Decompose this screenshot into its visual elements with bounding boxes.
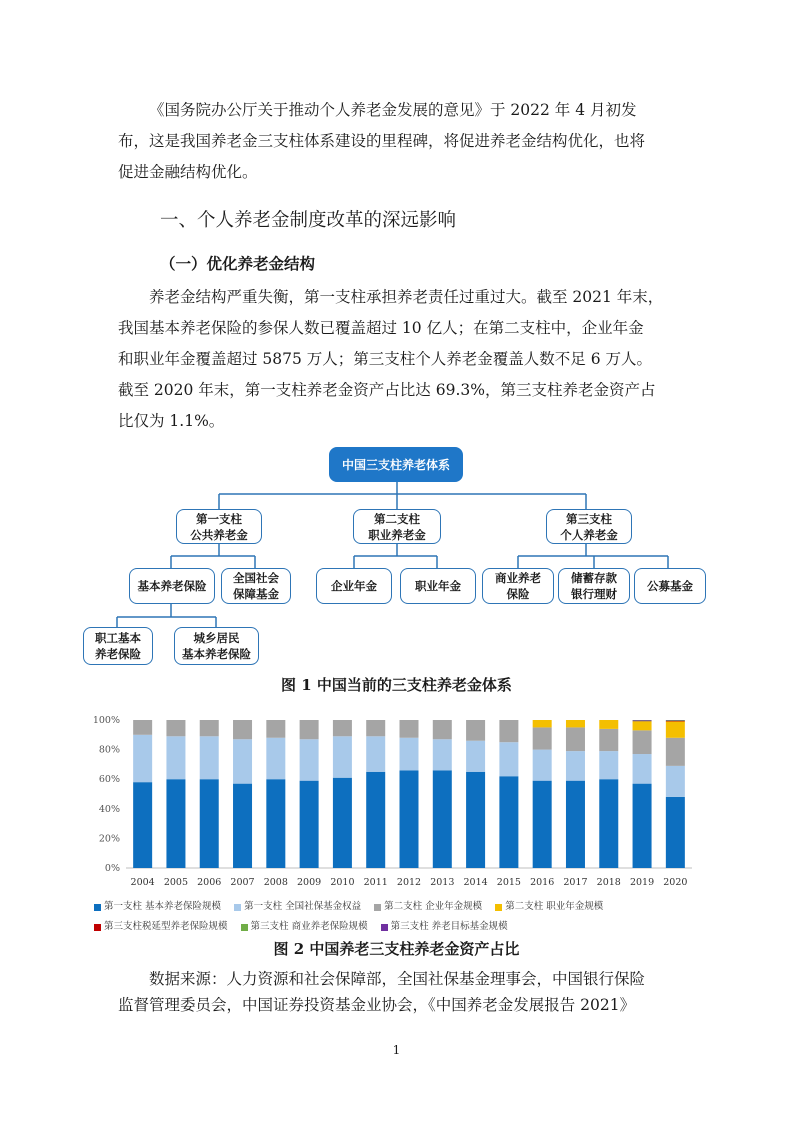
- bar-segment: [633, 784, 652, 868]
- bar-segment: [599, 779, 618, 868]
- org-pillar2-sublabel: 职业养老金: [368, 527, 426, 542]
- legend-swatch: [495, 904, 502, 911]
- bar-segment: [566, 751, 585, 781]
- org-rural-pension-sublabel: 基本养老保险: [182, 647, 251, 661]
- x-tick-label: 2004: [130, 877, 155, 888]
- x-tick-label: 2005: [163, 877, 189, 888]
- org-pillar1-label: 第一支柱: [196, 511, 242, 526]
- org-commercial-insurance-sublabel: 保险: [506, 587, 530, 601]
- org-occupational-annuity-node: [400, 568, 476, 604]
- figure1-caption: 图 1 中国当前的三支柱养老金体系: [281, 676, 512, 694]
- org-pillar3-node: [546, 509, 632, 544]
- org-rural-pension-node: [174, 627, 259, 665]
- org-pillar1-node: [176, 509, 262, 544]
- bar-segment: [366, 772, 385, 868]
- body-line: 养老金结构严重失衡，第一支柱承担养老责任过重过大。截至 2021 年末，: [149, 288, 664, 306]
- source-line: 数据来源：人力资源和社会保障部，全国社保基金理事会，中国银行保险: [149, 970, 646, 988]
- body-line: 比仅为 1.1%。: [118, 412, 225, 430]
- subsection-heading: （一）优化养老金结构: [160, 254, 316, 273]
- x-tick-label: 2016: [530, 877, 555, 888]
- x-tick-label: 2015: [496, 877, 521, 888]
- intro-line: 促进金融结构优化。: [118, 163, 258, 181]
- legend-item: [234, 897, 361, 917]
- x-tick-label: 2018: [596, 877, 621, 888]
- bar-segment: [133, 735, 152, 782]
- legend-label: 第二支柱 企业年金规模: [384, 901, 483, 912]
- legend-item: [381, 917, 508, 937]
- bar-segment: [366, 736, 385, 772]
- bar-segment: [466, 720, 485, 741]
- data-source-note: [118, 966, 678, 1018]
- x-tick-label: 2011: [363, 877, 388, 888]
- bar-segment: [433, 720, 452, 739]
- legend-item: [374, 897, 482, 917]
- bar-segment: [633, 754, 652, 784]
- org-pillar3-label: 第三支柱: [566, 511, 612, 526]
- bar-segment: [499, 776, 518, 868]
- bar-segment: [300, 720, 319, 739]
- bar-segment: [499, 720, 518, 742]
- bar-segment: [200, 779, 219, 868]
- x-tick-label: 2007: [230, 877, 255, 888]
- org-pillar2-label: 第二支柱: [374, 511, 420, 526]
- bar-segment: [366, 720, 385, 736]
- bar-segment: [166, 736, 185, 779]
- bar-segment: [133, 720, 152, 735]
- bar-segment: [333, 736, 352, 777]
- legend-swatch: [381, 924, 388, 931]
- bar-segment: [499, 742, 518, 776]
- legend-label: 第三支柱 商业养老保险规模: [250, 921, 368, 932]
- bar-segment: [666, 797, 685, 868]
- legend-swatch: [374, 904, 381, 911]
- legend-swatch: [241, 924, 248, 931]
- org-savings-sublabel: 银行理财: [571, 587, 617, 601]
- bar-segment: [400, 770, 419, 868]
- org-employee-pension-sublabel: 养老保险: [95, 647, 141, 661]
- bar-segment: [166, 720, 185, 736]
- legend-label: 第一支柱 全国社保基金权益: [244, 901, 362, 912]
- org-social-fund-node: [221, 568, 291, 604]
- x-tick-label: 2009: [297, 877, 322, 888]
- y-tick-label: 60%: [98, 774, 120, 786]
- bar-segment: [633, 720, 652, 721]
- org-savings-node: [558, 568, 630, 604]
- asset-share-chart: [0, 700, 793, 895]
- bar-segment: [400, 720, 419, 738]
- source-line: 监督管理委员会，中国证券投资基金业协会，《中国养老金发展报告 2021》: [118, 996, 636, 1014]
- bar-segment: [233, 784, 252, 868]
- org-employee-pension-node: [83, 627, 153, 665]
- bar-segment: [166, 779, 185, 868]
- bar-segment: [266, 720, 285, 738]
- x-tick-label: 2008: [263, 877, 288, 888]
- body-line: 我国基本养老保险的参保人数已覆盖超过 10 亿人；在第二支柱中，企业年金: [118, 319, 644, 337]
- x-tick-label: 2017: [563, 877, 588, 888]
- legend-label: 第三支柱税延型养老保险规模: [104, 921, 228, 932]
- bar-segment: [599, 751, 618, 779]
- legend-label: 第二支柱 职业年金规模: [505, 901, 604, 912]
- org-social-fund-label: 全国社会: [233, 571, 279, 585]
- bar-segment: [633, 721, 652, 730]
- y-tick-label: 100%: [92, 715, 120, 726]
- org-social-fund-sublabel: 保障基金: [233, 587, 279, 601]
- x-tick-label: 2019: [629, 877, 655, 888]
- intro-line: 布，这是我国养老金三支柱体系建设的里程碑，将促进养老金结构优化，也将: [118, 132, 646, 150]
- bar-segment: [333, 778, 352, 868]
- bar-segment: [566, 781, 585, 868]
- legend-swatch: [94, 904, 101, 911]
- x-tick-label: 2012: [396, 877, 422, 888]
- org-root-node: [329, 447, 463, 482]
- x-tick-label: 2006: [197, 877, 222, 888]
- x-tick-label: 2013: [430, 877, 455, 888]
- bar-segment: [666, 738, 685, 766]
- org-pillar1-sublabel: 公共养老金: [190, 527, 248, 542]
- org-mutual-funds-label: 公募基金: [647, 579, 693, 593]
- bar-segment: [466, 772, 485, 868]
- figure2-caption: 图 2 中国养老三支柱养老金资产占比: [273, 940, 520, 958]
- legend-label: 第一支柱 基本养老保险规模: [104, 901, 222, 912]
- org-rural-pension-label: 城乡居民: [193, 631, 240, 645]
- bar-segment: [300, 739, 319, 780]
- legend-item: [94, 897, 221, 917]
- bar-segment: [533, 781, 552, 868]
- bar-segment: [433, 739, 452, 770]
- bar-segment: [533, 727, 552, 749]
- y-tick-label: 80%: [98, 744, 120, 756]
- bar-segment: [633, 730, 652, 754]
- bar-segment: [533, 720, 552, 727]
- org-occupational-annuity-label: 职业年金: [415, 579, 461, 593]
- org-enterprise-annuity-node: [316, 568, 392, 604]
- bar-segment: [466, 741, 485, 772]
- org-commercial-insurance-label: 商业养老: [495, 571, 541, 585]
- bar-segment: [233, 720, 252, 739]
- bar-segment: [133, 782, 152, 868]
- y-tick-label: 40%: [98, 803, 120, 815]
- legend-item: [241, 917, 368, 937]
- org-enterprise-annuity-label: 企业年金: [331, 579, 377, 593]
- bar-segment: [599, 729, 618, 751]
- bar-segment: [666, 721, 685, 737]
- section-heading: 一、个人养老金制度改革的深远影响: [160, 210, 457, 231]
- legend-item: [94, 917, 228, 937]
- legend-swatch: [234, 904, 241, 911]
- bar-segment: [666, 766, 685, 797]
- chart-legend: [94, 897, 714, 937]
- org-savings-label: 储蓄存款: [571, 571, 617, 585]
- org-commercial-insurance-node: [482, 568, 554, 604]
- y-tick-label: 20%: [98, 833, 120, 845]
- bar-segment: [200, 720, 219, 736]
- bar-segment: [266, 738, 285, 779]
- bar-segment: [433, 770, 452, 868]
- bar-segment: [566, 727, 585, 751]
- legend-label: 第三支柱 养老目标基金规模: [390, 921, 508, 932]
- bar-segment: [599, 720, 618, 729]
- bar-segment: [333, 720, 352, 736]
- org-mutual-funds-node: [634, 568, 706, 604]
- bar-segment: [266, 779, 285, 868]
- legend-item: [495, 897, 603, 917]
- x-tick-label: 2014: [463, 877, 488, 888]
- bar-segment: [233, 739, 252, 783]
- page-number: 1: [392, 1043, 401, 1057]
- body-line: 截至 2020 年末，第一支柱养老金资产占比达 69.3%，第三支柱养老金资产占: [118, 381, 656, 399]
- org-basic-pension-node: [129, 568, 215, 604]
- x-tick-label: 2020: [663, 877, 688, 888]
- bar-segment: [200, 736, 219, 779]
- org-pillar3-sublabel: 个人养老金: [560, 527, 618, 542]
- bar-segment: [633, 721, 652, 722]
- org-pillar2-node: [353, 509, 441, 544]
- intro-line: 《国务院办公厅关于推动个人养老金发展的意见》于 2022 年 4 月初发: [149, 101, 637, 119]
- org-employee-pension-label: 职工基本: [95, 631, 141, 645]
- bar-segment: [666, 720, 685, 721]
- org-root-label: 中国三支柱养老体系: [341, 457, 450, 472]
- x-tick-label: 2010: [330, 877, 355, 888]
- bar-segment: [300, 781, 319, 868]
- body-line: 和职业年金覆盖超过 5875 万人；第三支柱个人养老金覆盖人数不足 6 万人。: [118, 350, 653, 368]
- bar-segment: [533, 750, 552, 781]
- bar-segment: [400, 738, 419, 771]
- bar-segment: [566, 720, 585, 727]
- y-tick-label: 0%: [104, 863, 120, 874]
- org-basic-pension-label: 基本养老保险: [137, 579, 207, 593]
- legend-swatch: [94, 924, 101, 931]
